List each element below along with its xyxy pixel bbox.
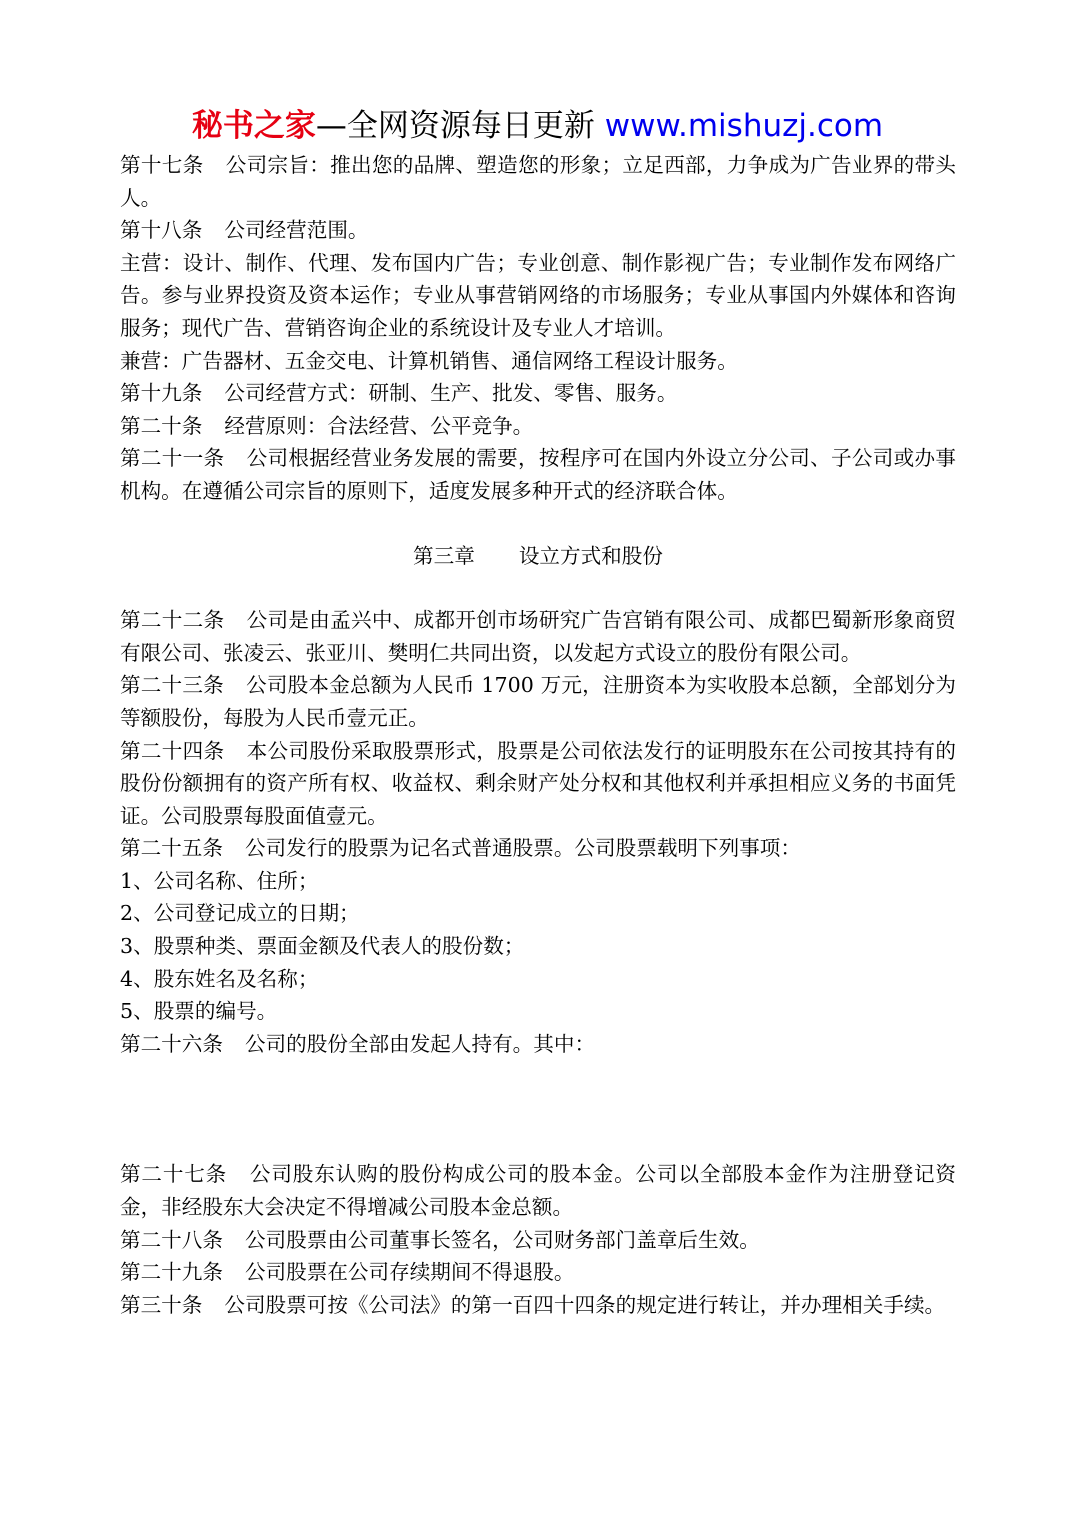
article-21 bbox=[120, 442, 956, 507]
article-29 bbox=[120, 1256, 956, 1289]
article-22 bbox=[120, 604, 956, 669]
article-label: 第十九条 bbox=[120, 381, 203, 406]
list-item: 3、股票种类、票面金额及代表人的股份数； bbox=[120, 934, 525, 959]
list-item: 1、公司名称、住所； bbox=[120, 868, 319, 893]
article-label: 第二十六条 bbox=[120, 1031, 223, 1056]
article-23 bbox=[120, 669, 956, 734]
article-25 bbox=[120, 832, 956, 865]
site-banner bbox=[0, 104, 1075, 148]
article-text: 公司股票在公司存续期间不得退股。 bbox=[244, 1260, 575, 1285]
article-text: 公司的股份全部由发起人持有。其中： bbox=[244, 1031, 596, 1056]
article-label: 第二十一条 bbox=[120, 446, 225, 471]
document-body bbox=[120, 149, 956, 1321]
article-text: 公司发行的股票为记名式普通股票。公司股票载明下列事项： bbox=[244, 836, 801, 861]
article-text: 公司股票由公司董事长签名，公司财务部门盖章后生效。 bbox=[244, 1227, 760, 1252]
article-label: 第二十二条 bbox=[120, 608, 225, 633]
list-item: 2、公司登记成立的日期； bbox=[120, 901, 360, 926]
article-text: 公司经营方式：研制、生产、批发、零售、服务。 bbox=[224, 381, 678, 406]
article-text: 公司是由孟兴中、成都开创市场研究广告宫销有限公司、成都巴蜀新形象商贸有限公司、张凌云、张亚川、樊明仁共同出资，以发起方式设立的股份有限公司。 bbox=[120, 608, 956, 665]
article-26 bbox=[120, 1028, 956, 1061]
banner-tagline: —全网资源每日更新 bbox=[315, 108, 595, 144]
business-main-scope: 主营：设计、制作、代理、发布国内广告；专业创意、制作影视广告；专业制作发布网络广告。参与业界投资及资本运作；专业从事营销网络的市场服务；专业从事国内外媒体和咨询服务；现代广告、营销咨询企业的系统设计及专业人才培训。 bbox=[120, 250, 956, 340]
article-label: 第二十八条 bbox=[120, 1227, 223, 1252]
article-label: 第二十五条 bbox=[120, 836, 223, 861]
article-label: 第十七条 bbox=[120, 153, 204, 177]
article-text: 公司根据经营业务发展的需要，按程序可在国内外设立分公司、子公司或办事机构。在遵循公司宗旨的原则下，适度发展多种开式的经济联合体。 bbox=[120, 446, 956, 503]
banner-url-link[interactable]: www.mishuzj.com bbox=[604, 108, 884, 144]
list-item: 5、股票的编号。 bbox=[120, 999, 278, 1024]
article-text: 公司股本金总额为人民币 1700 万元，注册资本为实收股本总额，全部划分为等额股份，每股为人民币壹元正。 bbox=[120, 673, 956, 730]
article-28 bbox=[120, 1224, 956, 1257]
article-30 bbox=[120, 1289, 956, 1322]
chapter-heading bbox=[120, 540, 956, 573]
article-19 bbox=[120, 377, 956, 410]
article-text: 本公司股份采取股票形式，股票是公司依法发行的证明股东在公司按其持有的股份份额拥有的资产所有权、收益权、剩余财产处分权和其他权利并承担相应义务的书面凭证。公司股票每股面值壹元。 bbox=[120, 738, 956, 828]
article-label: 第二十条 bbox=[120, 413, 203, 438]
article-text: 公司股票可按《公司法》的第一百四十四条的规定进行转让，并办理相关手续。 bbox=[224, 1292, 946, 1317]
chapter-number: 第三章 bbox=[413, 543, 475, 568]
blank-space bbox=[120, 1060, 956, 1158]
article-text: 公司经营范围。 bbox=[224, 218, 369, 243]
list-item: 4、股东姓名及名称； bbox=[120, 966, 319, 991]
article-24 bbox=[120, 735, 956, 833]
article-17 bbox=[120, 149, 956, 214]
chapter-title: 设立方式和股份 bbox=[518, 543, 663, 568]
article-20 bbox=[120, 410, 956, 443]
article-label: 第二十三条 bbox=[120, 673, 224, 698]
banner-brand: 秘书之家 bbox=[191, 108, 316, 144]
article-18 bbox=[120, 214, 956, 247]
business-side-scope: 兼营：广告器材、五金交电、计算机销售、通信网络工程设计服务。 bbox=[120, 348, 738, 373]
article-text: 经营原则：合法经营、公平竞争。 bbox=[224, 413, 534, 438]
article-label: 第十八条 bbox=[120, 218, 203, 243]
article-label: 第二十七条 bbox=[120, 1162, 228, 1187]
article-label: 第二十九条 bbox=[120, 1260, 223, 1285]
article-label: 第三十条 bbox=[120, 1292, 203, 1317]
article-27 bbox=[120, 1158, 956, 1223]
article-label: 第二十四条 bbox=[120, 738, 225, 763]
article-text: 公司股东认购的股份构成公司的股本金。公司以全部股本金作为注册登记资金，非经股东大会决定不得增减公司股本金总额。 bbox=[120, 1162, 957, 1220]
article-text: 公司宗旨：推出您的品牌、塑造您的形象；立足西部，力争成为广告业界的带头人。 bbox=[120, 153, 957, 210]
